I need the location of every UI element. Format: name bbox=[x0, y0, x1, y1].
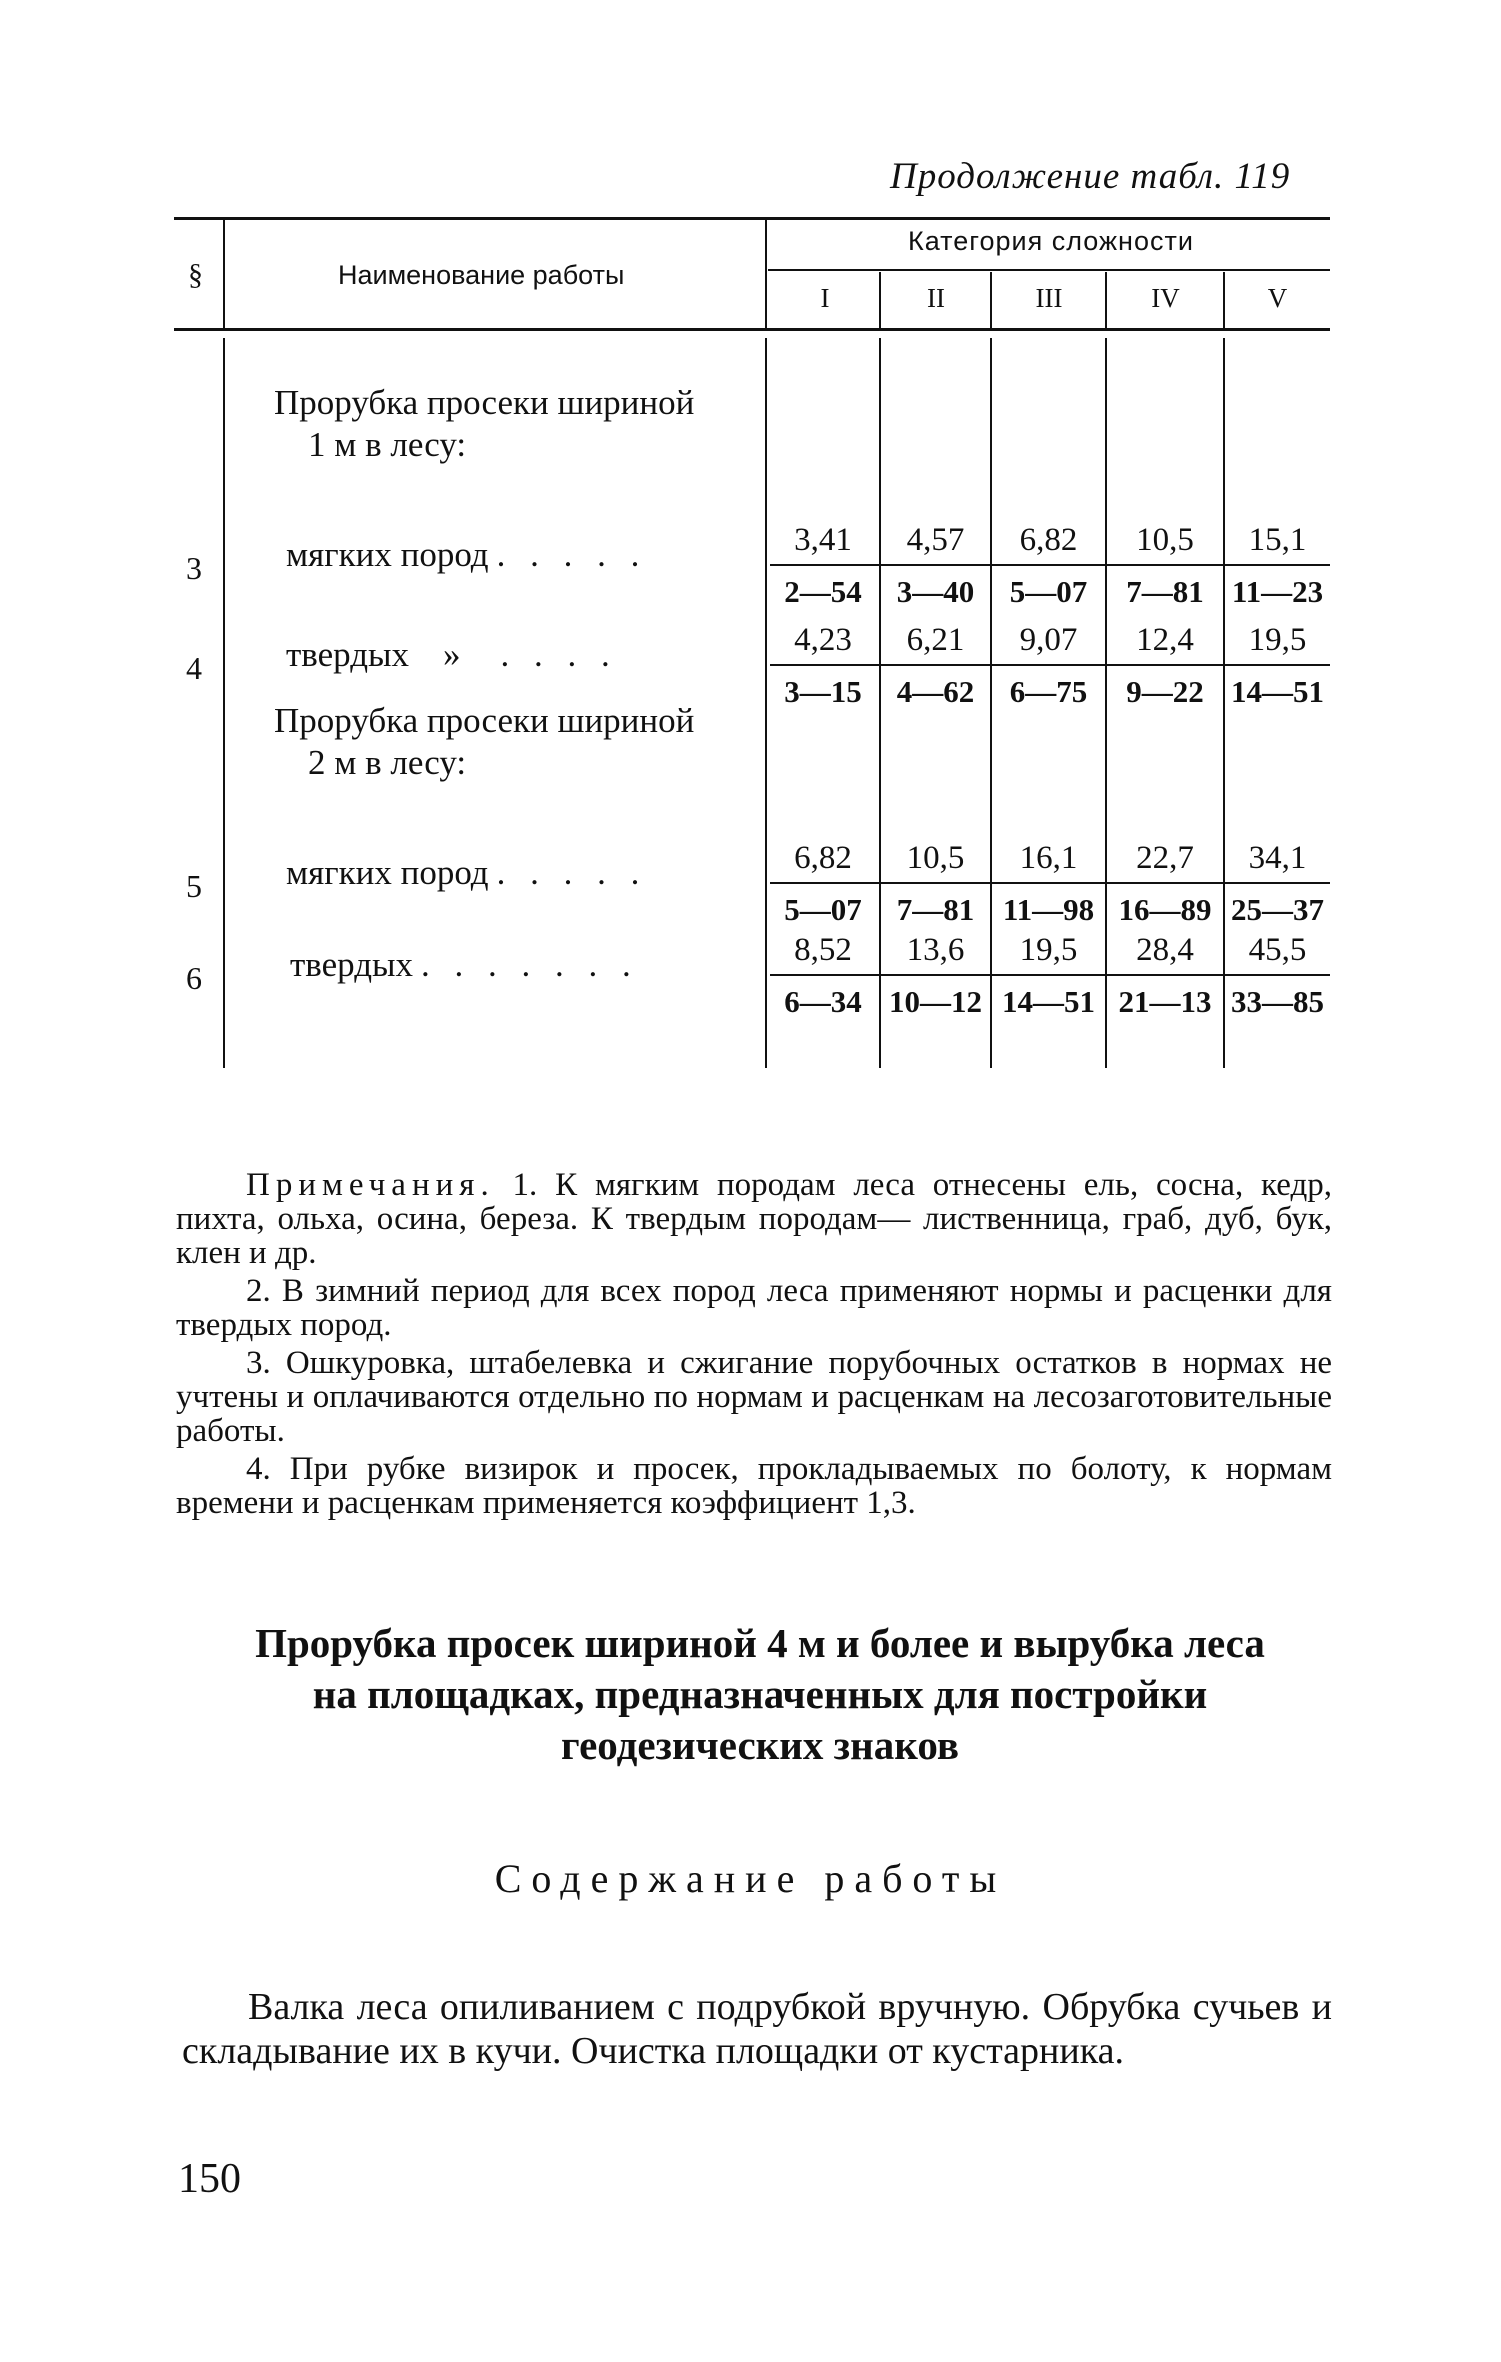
rate-value: 2—54 bbox=[784, 574, 862, 609]
note-1-text: 1. К мягким породам леса отнесены ель, сосна, кедр, пихта, ольха, осина, береза. К твердым породам— лиственница, граб, дуб, бук, клен и др. bbox=[176, 1167, 1333, 1271]
row-name bbox=[290, 944, 639, 986]
note-1 bbox=[176, 1168, 1332, 1270]
rate-value: 16—89 bbox=[1118, 892, 1212, 927]
notes bbox=[176, 1168, 1332, 1524]
body-rule-par bbox=[223, 338, 225, 1068]
table-caption: Продолжение табл. 119 bbox=[890, 156, 1291, 197]
dot-leader: . . . . bbox=[500, 635, 618, 674]
rate-value: 21—13 bbox=[1118, 984, 1212, 1019]
norm-value: 6,82 bbox=[794, 840, 852, 876]
row-paragraph: 5 bbox=[186, 868, 202, 904]
rate-value: 9—22 bbox=[1126, 674, 1204, 709]
norm-value: 45,5 bbox=[1248, 932, 1307, 968]
rate-value: 14—51 bbox=[1002, 984, 1095, 1019]
section-title bbox=[160, 1618, 1360, 1771]
rate-value: 6—34 bbox=[784, 984, 862, 1019]
norm-value: 6,82 bbox=[1019, 522, 1078, 558]
category-group-rule bbox=[768, 269, 1330, 271]
note-3: 3. Ошкуровка, штабелевка и сжигание порубочных остатков в нормах не учтены и оплачиваются отдельно по нормам и расценкам на лесозаготовительные работы. bbox=[176, 1345, 1332, 1449]
row-name-text: твердых bbox=[286, 635, 410, 674]
note-2: 2. В зимний период для всех пород леса применяют нормы и расценки для твердых пород. bbox=[176, 1273, 1332, 1343]
rate-value: 10—12 bbox=[889, 984, 982, 1019]
norm-value: 8,52 bbox=[794, 932, 852, 968]
group-title-2 bbox=[274, 700, 694, 784]
row-paragraph: 4 bbox=[186, 650, 202, 686]
rate-value: 14—51 bbox=[1231, 674, 1324, 709]
rate-value: 4—62 bbox=[896, 674, 975, 709]
table-top-rule bbox=[174, 217, 1330, 220]
row-name bbox=[286, 634, 618, 676]
rate-value: 25—37 bbox=[1231, 892, 1324, 927]
header-category-3: III bbox=[1035, 283, 1063, 313]
norm-value: 12,4 bbox=[1136, 622, 1194, 658]
section-title-line2: на площадках, предназначенных для постройки bbox=[312, 1671, 1208, 1717]
section-title-line3: геодезических знаков bbox=[561, 1722, 959, 1768]
dot-leader: . . . . . . . bbox=[421, 945, 639, 984]
rate-value: 7—81 bbox=[896, 892, 975, 927]
norm-value: 6,21 bbox=[906, 622, 965, 658]
col-rule-name bbox=[765, 220, 767, 328]
fraction-line bbox=[770, 882, 1330, 884]
fraction-line bbox=[770, 664, 1330, 666]
norm-value: 22,7 bbox=[1136, 840, 1194, 876]
rate-value: 3—40 bbox=[896, 574, 975, 609]
header-category-1: I bbox=[820, 283, 830, 313]
row-paragraph: 3 bbox=[186, 550, 202, 586]
rate-value: 3—15 bbox=[784, 674, 862, 709]
col-rule-par bbox=[223, 220, 225, 328]
norm-value: 15,1 bbox=[1248, 522, 1307, 558]
row-name bbox=[286, 534, 647, 576]
notes-lead: Примечания. bbox=[246, 1167, 495, 1203]
header-category-4: IV bbox=[1151, 283, 1180, 313]
note-4: 4. При рубке визирок и просек, прокладываемых по болоту, к нормам времени и расценкам применяется коэффициент 1,3. bbox=[176, 1451, 1332, 1521]
norm-value: 19,5 bbox=[1248, 622, 1307, 658]
row-name-text: мягких пород bbox=[286, 535, 489, 574]
group-title-2-line1: Прорубка просеки шириной bbox=[274, 701, 695, 740]
page-number: 150 bbox=[178, 2156, 241, 2202]
group-title-1-line2: 1 м в лесу: bbox=[308, 425, 467, 464]
norm-value: 19,5 bbox=[1019, 932, 1078, 968]
row-name-text: мягких пород bbox=[286, 853, 489, 892]
rate-value: 11—23 bbox=[1231, 574, 1324, 609]
norm-value: 9,07 bbox=[1019, 622, 1078, 658]
norm-value: 4,23 bbox=[794, 622, 852, 658]
norm-value: 16,1 bbox=[1019, 840, 1078, 876]
norm-value: 10,5 bbox=[1136, 522, 1194, 558]
group-title-1-line1: Прорубка просеки шириной bbox=[274, 383, 695, 422]
dot-leader: . . . . . bbox=[496, 535, 648, 574]
row-name-text: твердых bbox=[290, 945, 414, 984]
norm-value: 3,41 bbox=[794, 522, 852, 558]
header-category-2: II bbox=[927, 283, 945, 313]
group-title-2-line2: 2 м в лесу: bbox=[308, 743, 467, 782]
section-title-line1: Прорубка просек шириной 4 м и более и вырубка леса bbox=[255, 1620, 1265, 1666]
fraction-line bbox=[770, 974, 1330, 976]
norm-value: 4,57 bbox=[906, 522, 965, 558]
fraction-line bbox=[770, 564, 1330, 566]
rate-value: 6—75 bbox=[1009, 674, 1088, 709]
row-name bbox=[286, 852, 647, 894]
header-work-name: Наименование работы bbox=[338, 260, 625, 290]
rates-table bbox=[174, 210, 1330, 1080]
header-category-5: V bbox=[1267, 283, 1288, 313]
header-paragraph: § bbox=[188, 258, 203, 291]
norm-value: 13,6 bbox=[906, 932, 965, 968]
norm-value: 34,1 bbox=[1248, 840, 1307, 876]
norm-value: 28,4 bbox=[1136, 932, 1194, 968]
group-title-1 bbox=[274, 382, 694, 466]
rate-value: 5—07 bbox=[784, 892, 862, 927]
content-heading: Содержание работы bbox=[494, 1856, 1007, 1901]
rate-value: 11—98 bbox=[1002, 892, 1095, 927]
header-category-group: Категория сложности bbox=[908, 226, 1194, 256]
dot-leader: . . . . . bbox=[496, 853, 648, 892]
body-text: Валка леса опиливанием с подрубкой вручную. Обрубка сучьев и складывание их в кучи. Очистка площадки от кустарника. bbox=[182, 1986, 1332, 2072]
header-bottom-rule bbox=[174, 328, 1330, 331]
rate-value: 33—85 bbox=[1231, 984, 1324, 1019]
rate-value: 7—81 bbox=[1126, 574, 1204, 609]
ditto-mark: » bbox=[443, 635, 461, 674]
row-paragraph: 6 bbox=[186, 960, 202, 996]
norm-value: 10,5 bbox=[906, 840, 965, 876]
rate-value: 5—07 bbox=[1009, 574, 1088, 609]
